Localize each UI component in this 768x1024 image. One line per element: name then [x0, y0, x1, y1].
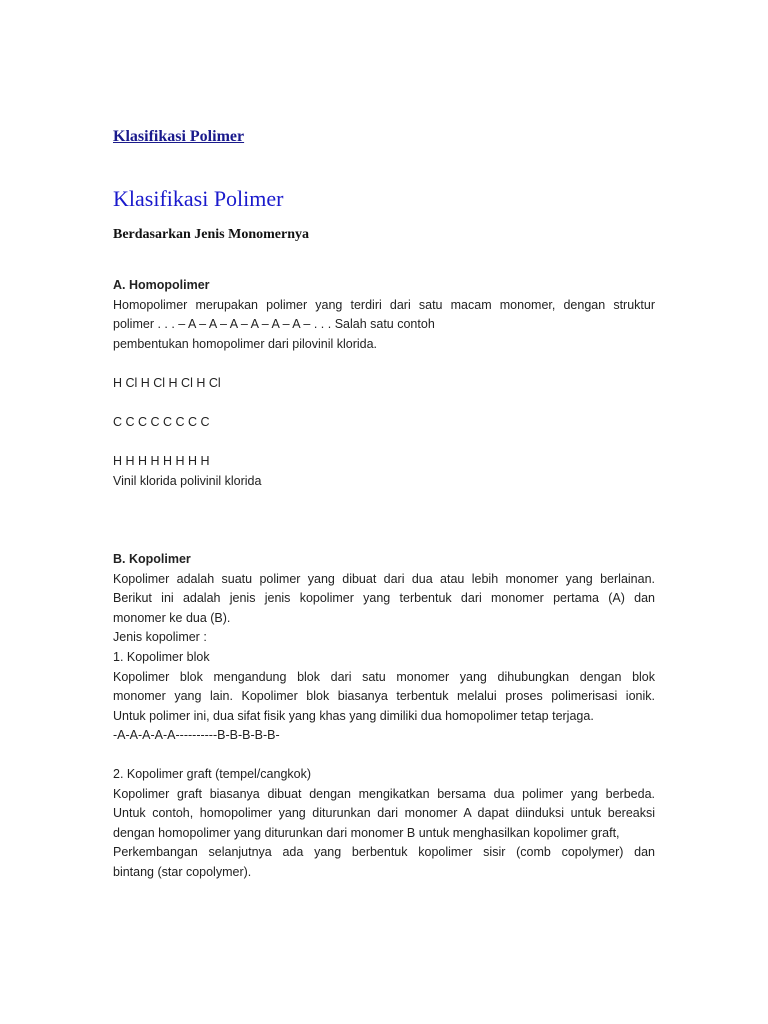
section-homopolimer: [113, 276, 655, 354]
section-kopolimer-graft: [113, 765, 655, 883]
section-subheading: Berdasarkan Jenis Monomernya: [113, 227, 309, 242]
kopolimer-blok-formula: -A-A-A-A-A----------B-B-B-B-B-: [113, 728, 280, 743]
kopolimer-graft-line: Untuk contoh, homopolimer yang diturunkan dari monomer A dapat diinduksi untuk bereaksi: [113, 806, 655, 821]
title-link[interactable]: Klasifikasi Polimer: [113, 128, 245, 145]
kopolimer-graft-line: dengan homopolimer yang diturunkan dari monomer B untuk menghasilkan kopolimer graft,: [113, 825, 620, 840]
structure-caption: Vinil klorida polivinil klorida: [113, 473, 262, 488]
kopolimer-graft-heading: 2. Kopolimer graft (tempel/cangkok): [113, 767, 312, 781]
kopolimer-intro-line: monomer ke dua (B).: [113, 610, 231, 625]
structure-row: H Cl H Cl H Cl H Cl: [113, 376, 221, 390]
homopolimer-para-line: Homopolimer merupakan polimer yang terdiri dari satu macam monomer, dengan struktur: [113, 297, 655, 312]
structure-row: H H H H H H H H: [113, 454, 210, 468]
homopolimer-para-line: polimer . . . – A – A – A – A – A – A – . . . Salah satu contoh: [113, 317, 435, 332]
structure-row-1: [113, 374, 655, 394]
structure-row-3: [113, 452, 655, 491]
page-title: Klasifikasi Polimer: [113, 186, 284, 211]
kopolimer-heading: B. Kopolimer: [113, 552, 191, 566]
structure-row: C C C C C C C C: [113, 415, 210, 429]
kopolimer-graft-line: Kopolimer graft biasanya dibuat dengan mengikatkan bersama dua polimer yang berbeda.: [113, 786, 655, 801]
kopolimer-blok-line: Untuk polimer ini, dua sifat fisik yang khas yang dimiliki dua homopolimer tetap terjaga.: [113, 708, 594, 723]
kopolimer-types-label: Jenis kopolimer :: [113, 630, 207, 645]
homopolimer-heading: A. Homopolimer: [113, 278, 210, 292]
kopolimer-intro-line: Berikut ini adalah jenis jenis kopolimer yang terbentuk dari monomer pertama (A) dan: [113, 591, 655, 606]
kopolimer-blok-heading: 1. Kopolimer blok: [113, 649, 210, 664]
kopolimer-graft-line: bintang (star copolymer).: [113, 864, 252, 879]
section-kopolimer: [113, 550, 655, 746]
kopolimer-blok-line: monomer yang lain. Kopolimer blok biasanya terbentuk melalui proses polimerisasi ionik.: [113, 689, 655, 704]
kopolimer-graft-line: Perkembangan selanjutnya ada yang berbentuk kopolimer sisir (comb copolymer) dan: [113, 845, 655, 860]
homopolimer-para-line: pembentukan homopolimer dari pilovinil klorida.: [113, 336, 378, 351]
kopolimer-blok-line: Kopolimer blok mengandung blok dari satu monomer yang dihubungkan dengan blok: [113, 669, 655, 684]
structure-row-2: [113, 413, 655, 433]
kopolimer-intro-line: Kopolimer adalah suatu polimer yang dibuat dari dua atau lebih monomer yang berlainan.: [113, 571, 655, 586]
